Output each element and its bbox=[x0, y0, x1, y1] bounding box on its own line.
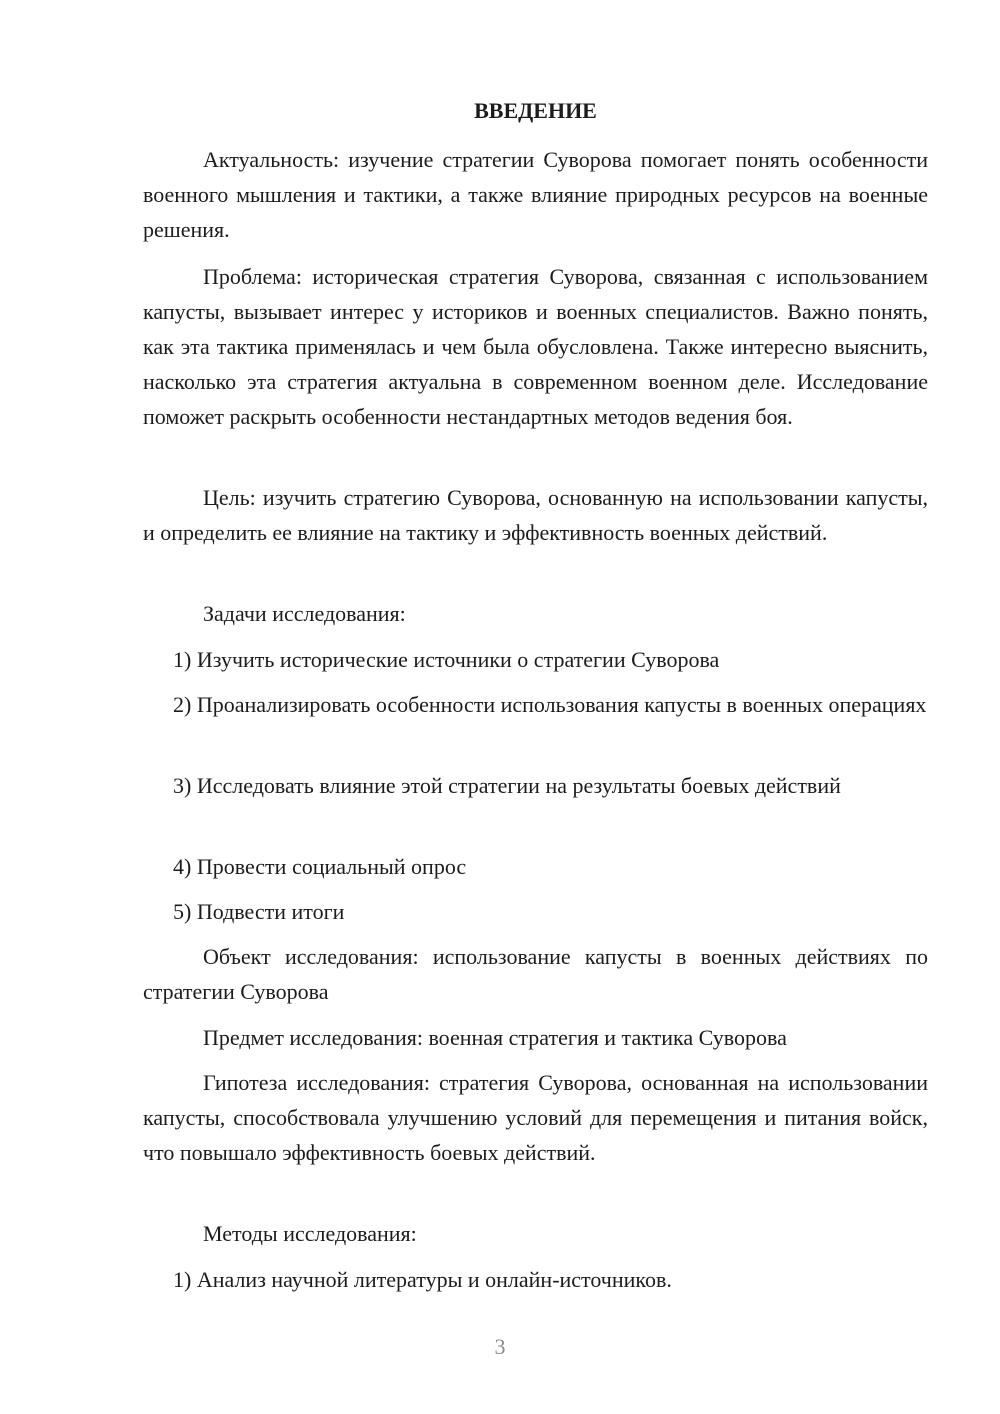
task-item: 5) Подвести итоги bbox=[173, 899, 345, 924]
paragraph-problem: Проблема: историческая стратегия Суворова, связанная с использованием капусты, вызывает интерес у историков и военных специалистов. Важно понять, как эта тактика применялась и чем была обусловлена. Также интересно выяснить, насколько эта стратегия актуальна в современном военном деле. Исследование поможет раскрыть особенности нестандартных методов ведения боя. bbox=[143, 264, 928, 429]
paragraph-goal: Цель: изучить стратегию Суворова, основанную на использовании капусты, и определить ее влияние на тактику и эффективность военных действий. bbox=[143, 485, 928, 545]
section-heading: ВВЕДЕНИЕ bbox=[474, 98, 597, 123]
paragraph-hypothesis: Гипотеза исследования: стратегия Суворова, основанная на использовании капусты, способствовала улучшению условий для перемещения и питания войск, что повышало эффективность боевых действий. bbox=[143, 1070, 928, 1165]
paragraph-subject: Предмет исследования: военная стратегия и тактика Суворова bbox=[203, 1025, 787, 1050]
methods-heading: Методы исследования: bbox=[203, 1221, 417, 1246]
tasks-heading: Задачи исследования: bbox=[203, 601, 406, 626]
method-item: 1) Анализ научной литературы и онлайн-источников. bbox=[173, 1267, 672, 1292]
paragraph-object: Объект исследования: использование капусты в военных действиях по стратегии Суворова bbox=[143, 944, 928, 1004]
task-item: 3) Исследовать влияние этой стратегии на результаты боевых действий bbox=[173, 773, 841, 798]
task-item: 2) Проанализировать особенности использования капусты в военных операциях bbox=[173, 692, 927, 717]
task-item: 1) Изучить исторические источники о стратегии Суворова bbox=[173, 647, 720, 672]
paragraph-relevance: Актуальность: изучение стратегии Суворова помогает понять особенности военного мышления и тактики, а также влияние природных ресурсов на военные решения. bbox=[143, 147, 928, 242]
page-number: 3 bbox=[494, 1334, 506, 1359]
task-item: 4) Провести социальный опрос bbox=[173, 854, 467, 879]
